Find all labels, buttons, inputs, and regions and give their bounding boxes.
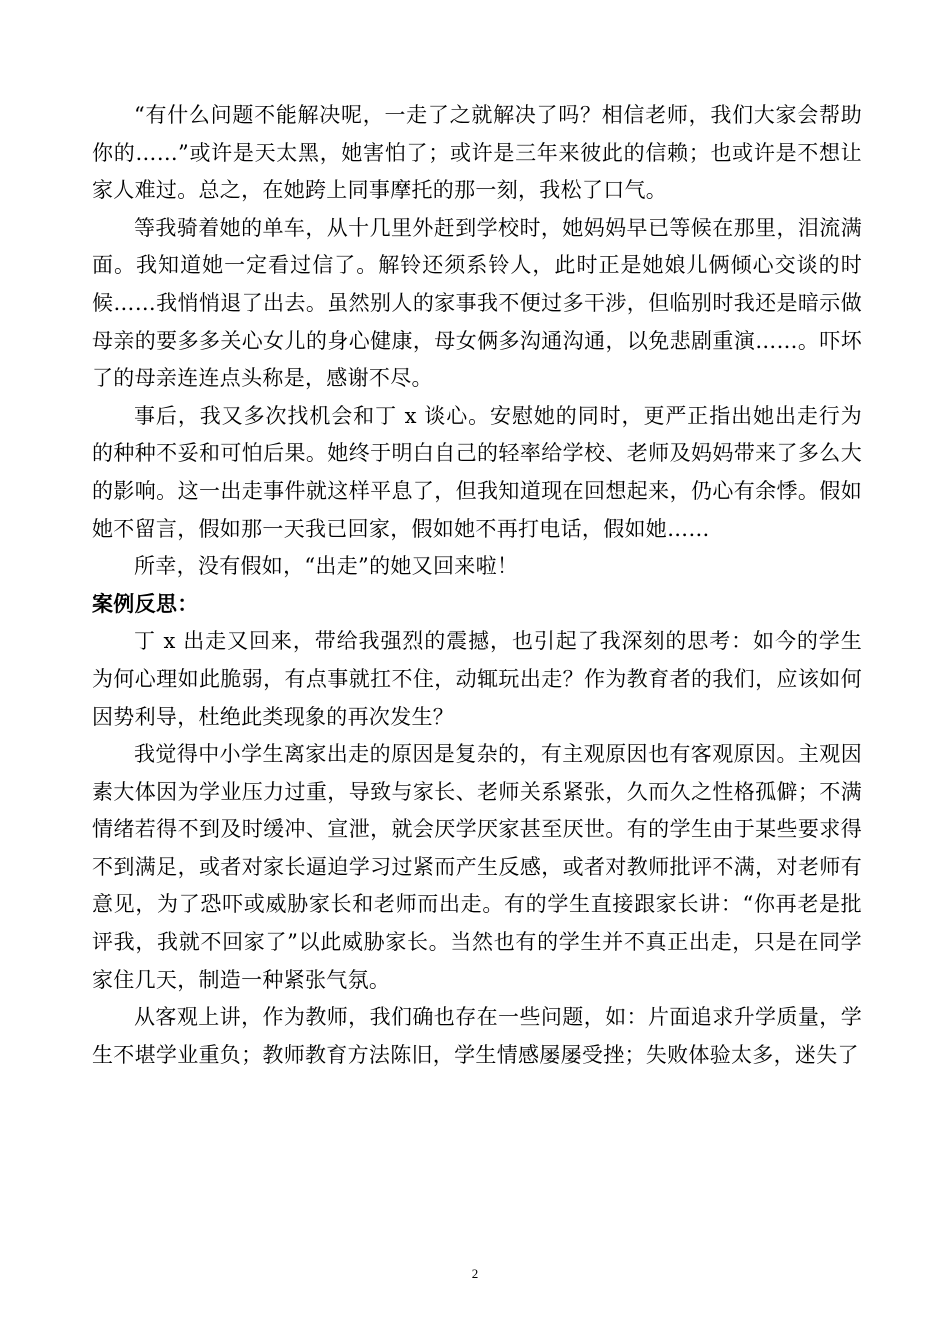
paragraph-7: 从客观上讲，作为教师，我们确也存在一些问题，如：片面追求升学质量，学生不堪学业重负；教师教育方法陈旧，学生情感屡屡受挫；失败体验太多，迷失了: [92, 1005, 862, 1067]
paragraph-4: 所幸，没有假如，“出走”的她又回来啦！: [134, 554, 519, 579]
paragraph-6: 我觉得中小学生离家出走的原因是复杂的，有主观原因也有客观原因。主观因素大体因为学业压力过重，导致与家长、老师关系紧张，久而久之性格孤僻；不满情绪若得不到及时缓冲、宣泄，就会厌学厌家甚至厌世。有的学生由于某些要求得不到满足，或者对家长逼迫学习过紧而产生反感，或者对教师批评不满，对老师有意见，为了恐吓或威胁家长和老师而出走。有的学生直接跟家长讲：“你再老是批评我，我就不回家了”以此威胁家长。当然也有的学生并不真正出走，只是在同学家住几天，制造一种紧张气氛。: [92, 742, 862, 992]
paragraph-2: 等我骑着她的单车，从十几里外赶到学校时，她妈妈早已等候在那里，泪流满面。我知道她一定看过信了。解铃还须系铃人，此时正是她娘儿俩倾心交谈的时候……我悄悄退了出去。虽然别人的家事我不便过多干涉，但临别时我还是暗示做母亲的要多多关心女儿的身心健康，母女俩多沟通沟通，以免悲剧重演……。吓坏了的母亲连连点头称是，感谢不尽。: [92, 215, 862, 391]
paragraph-3: 事后，我又多次找机会和丁 x 谈心。安慰她的同时，更严正指出她出走行为的种种不妥和可怕后果。她终于明白自己的轻率给学校、老师及妈妈带来了多么大的影响。这一出走事件就这样平息了，但我知道现在回想起来，仍心有余悸。假如她不留言，假如那一天我已回家，假如她不再打电话，假如她……: [92, 403, 862, 541]
document-body: [92, 97, 862, 1074]
page-number: 2: [471, 1266, 479, 1281]
section-heading: 案例反思：: [92, 591, 199, 616]
paragraph-5: 丁 x 出走又回来，带给我强烈的震撼，也引起了我深刻的思考：如今的学生为何心理如此脆弱，有点事就扛不住，动辄玩出走？作为教育者的我们，应该如何因势利导，杜绝此类现象的再次发生？: [92, 629, 862, 729]
paragraph-1: “有什么问题不能解决呢，一走了之就解决了吗？相信老师，我们大家会帮助你的……”或许是天太黑，她害怕了；或许是三年来彼此的信赖；也或许是不想让家人难过。总之，在她跨上同事摩托的那一刻，我松了口气。: [92, 103, 862, 203]
